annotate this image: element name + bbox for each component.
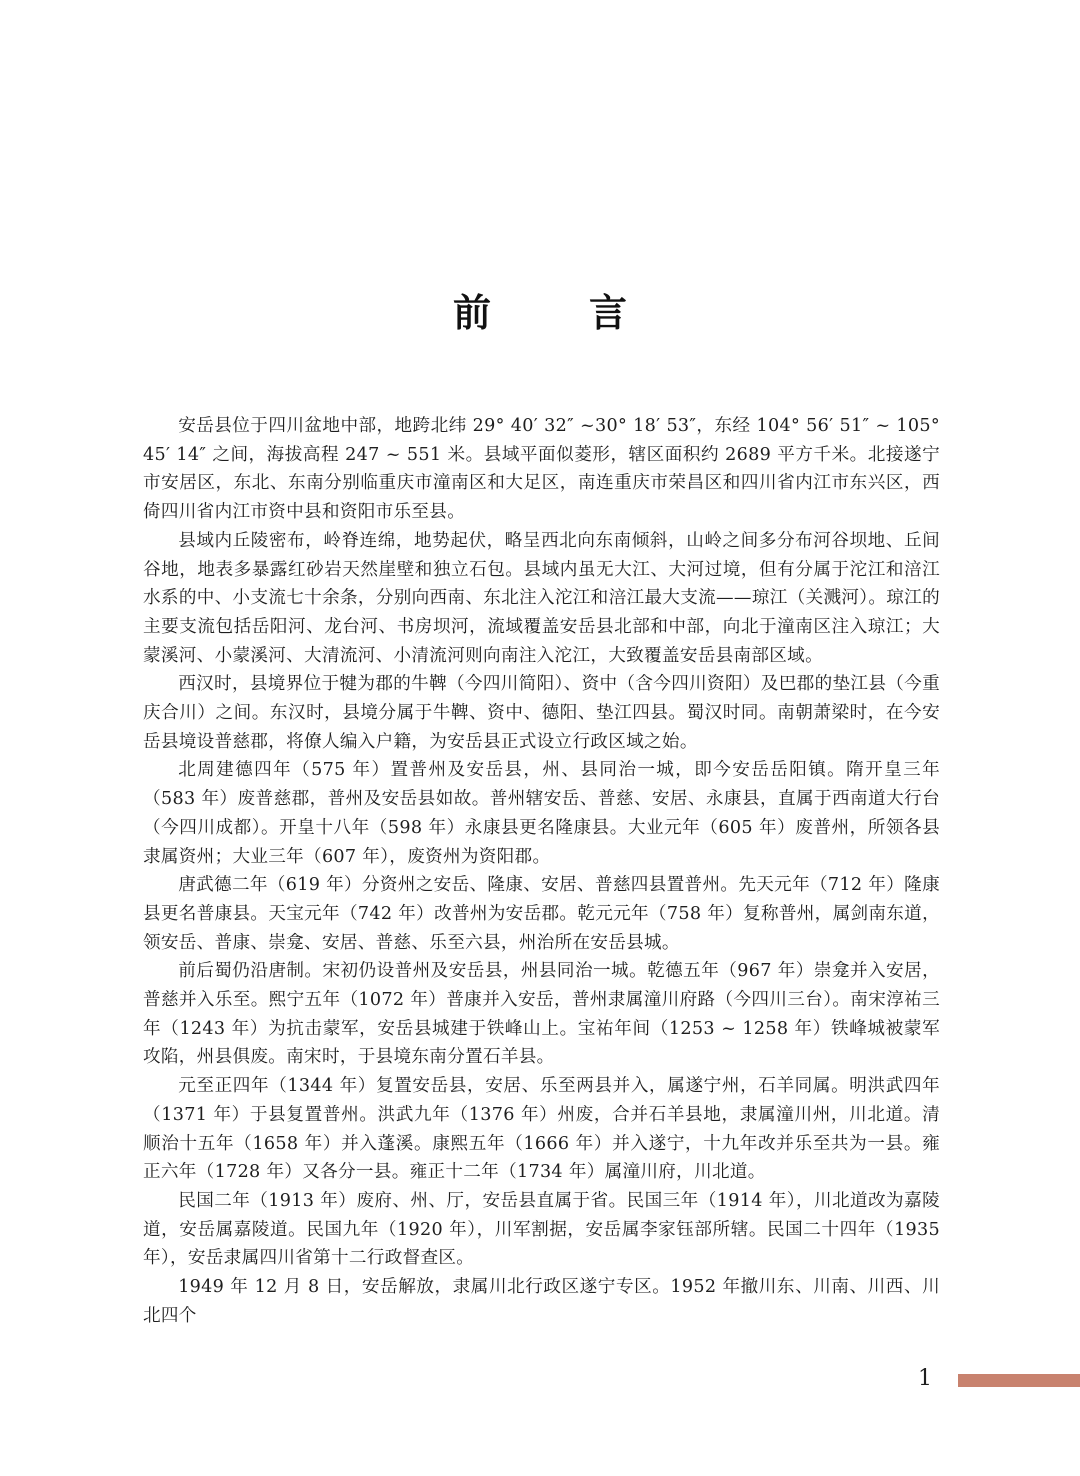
paragraph: 元至正四年（1344 年）复置安岳县，安居、乐至两县并入，属遂宁州，石羊同属。明洪武四年（1371 年）于县复置普州。洪武九年（1376 年）州废，合并石羊县地，隶属潼川州，川北道。清顺治十五年（1658 年）并入蓬溪。康熙五年（1666 年）并入遂宁，十九年改并乐至共为一县。雍正六年（1728 年）又各分一县。雍正十二年（1734 年）属潼川府，川北道。 — [143, 1076, 940, 1183]
paragraph: 安岳县位于四川盆地中部，地跨北纬 29° 40′ 32″ ~30° 18′ 53″，东经 104° 56′ 51″ ~ 105° 45′ 14″ 之间，海拔高程 247 ~ 551 米。县域平面似菱形，辖区面积约 2689 平方千米。北接遂宁市安居区，东北、东南分别临重庆市潼南区和大足区，南连重庆市荣昌区和四川省内江市东兴区，西倚四川省内江市资中县和资阳市乐至县。 — [143, 416, 940, 523]
paragraph: 北周建德四年（575 年）置普州及安岳县，州、县同治一城，即今安岳岳阳镇。隋开皇三年（583 年）废普慈郡，普州及安岳县如故。普州辖安岳、普慈、安居、永康县，直属于西南道大行台（今四川成都）。开皇十八年（598 年）永康县更名隆康县。大业元年（605 年）废普州，所领各县隶属资州；大业三年（607 年），废资州为资阳郡。 — [143, 760, 940, 867]
paragraph: 县域内丘陵密布，岭脊连绵，地势起伏，略呈西北向东南倾斜，山岭之间多分布河谷坝地、丘间谷地，地表多暴露红砂岩天然崖壁和独立石包。县域内虽无大江、大河过境，但有分属于沱江和涪江水系的中、小支流七十余条，分别向西南、东北注入沱江和涪江最大支流——琼江（关溅河）。琼江的主要支流包括岳阳河、龙台河、书房坝河，流域覆盖安岳县北部和中部，向北于潼南区注入琼江；大蒙溪河、小蒙溪河、大清流河、小清流河则向南注入沱江，大致覆盖安岳县南部区域。 — [143, 530, 940, 666]
paragraph: 1949 年 12 月 8 日，安岳解放，隶属川北行政区遂宁专区。1952 年撤川东、川南、川西、川北四个 — [143, 1277, 940, 1326]
page-accent-bar — [958, 1374, 1080, 1387]
page-title: 前 言 — [452, 291, 657, 336]
page-number: 1 — [918, 1366, 932, 1391]
paragraph: 唐武德二年（619 年）分资州之安岳、隆康、安居、普慈四县置普州。先天元年（712 年）隆康县更名普康县。天宝元年（742 年）改普州为安岳郡。乾元元年（758 年）复称普州，属剑南东道，领安岳、普康、崇龛、安居、普慈、乐至六县，州治所在安岳县城。 — [143, 875, 940, 953]
paragraph: 前后蜀仍沿唐制。宋初仍设普州及安岳县，州县同治一城。乾德五年（967 年）崇龛并入安居，普慈并入乐至。熙宁五年（1072 年）普康并入安岳，普州隶属潼川府路（今四川三台）。南宋淳祐三年（1243 年）为抗击蒙军，安岳县城建于铁峰山上。宝祐年间（1253 ~ 1258 年）铁峰城被蒙军攻陷，州县俱废。南宋时，于县境东南分置石羊县。 — [143, 961, 940, 1068]
body-text — [143, 412, 940, 1352]
paragraph: 民国二年（1913 年）废府、州、厅，安岳县直属于省。民国三年（1914 年），川北道改为嘉陵道，安岳属嘉陵道。民国九年（1920 年），川军割据，安岳属李家钰部所辖。民国二十四年（1935 年），安岳隶属四川省第十二行政督查区。 — [143, 1190, 940, 1269]
paragraph: 西汉时，县境界位于犍为郡的牛鞞（今四川简阳）、资中（含今四川资阳）及巴郡的垫江县（今重庆合川）之间。东汉时，县境分属于牛鞞、资中、德阳、垫江四县。蜀汉时同。南朝萧梁时，在今安岳县境设普慈郡，将僚人编入户籍，为安岳县正式设立行政区域之始。 — [143, 674, 940, 752]
